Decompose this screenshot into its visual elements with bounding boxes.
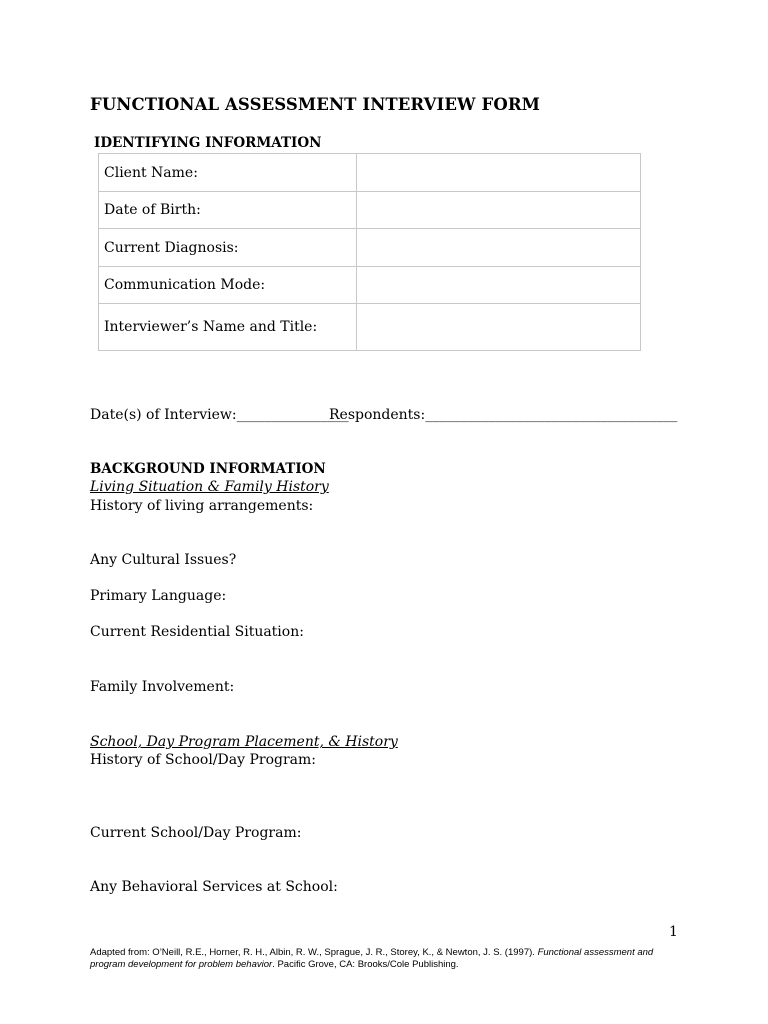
behavioral-services-label: Any Behavioral Services at School: xyxy=(90,879,338,895)
school-history-label: History of School/Day Program: xyxy=(90,752,317,768)
form-title: FUNCTIONAL ASSESSMENT INTERVIEW FORM xyxy=(90,95,540,114)
page-number: 1 xyxy=(669,924,678,940)
interview-dates-field[interactable]: Date(s) of Interview:________________ xyxy=(90,407,349,423)
school-subheading: School, Day Program Placement, & History xyxy=(90,734,398,750)
citation-suffix: . Pacific Grove, CA: Brooks/Cole Publishing. xyxy=(272,959,459,970)
primary-language-label: Primary Language: xyxy=(90,588,227,604)
interviewer-name-label: Interviewer’s Name and Title: xyxy=(99,304,357,351)
current-diagnosis-field[interactable] xyxy=(357,229,641,267)
date-of-birth-label: Date of Birth: xyxy=(99,192,357,229)
table-row xyxy=(99,267,641,304)
table-row xyxy=(99,229,641,267)
identifying-heading: IDENTIFYING INFORMATION xyxy=(94,135,322,151)
communication-mode-label: Communication Mode: xyxy=(99,267,357,304)
residential-situation-label: Current Residential Situation: xyxy=(90,624,304,640)
cultural-issues-label: Any Cultural Issues? xyxy=(90,552,237,568)
table-row xyxy=(99,154,641,192)
living-history-label: History of living arrangements: xyxy=(90,498,314,514)
table-row xyxy=(99,304,641,351)
family-involvement-label: Family Involvement: xyxy=(90,679,235,695)
citation-prefix: Adapted from: O’Neill, R.E., Horner, R. H., Albin, R. W., Sprague, J. R., Storey, K., & Newton, J. S. (1997). xyxy=(90,947,538,958)
client-name-label: Client Name: xyxy=(99,154,357,192)
client-name-field[interactable] xyxy=(357,154,641,192)
identifying-table xyxy=(98,153,641,351)
current-diagnosis-label: Current Diagnosis: xyxy=(99,229,357,267)
respondents-field[interactable]: Respondents:____________________________________ xyxy=(329,407,678,423)
living-situation-subheading: Living Situation & Family History xyxy=(90,479,329,495)
background-heading: BACKGROUND INFORMATION xyxy=(90,461,326,477)
interviewer-name-field[interactable] xyxy=(357,304,641,351)
table-row xyxy=(99,192,641,229)
date-of-birth-field[interactable] xyxy=(357,192,641,229)
current-school-label: Current School/Day Program: xyxy=(90,825,302,841)
citation-title: Functional assessment and program development for problem behavior xyxy=(90,947,654,970)
citation-footer xyxy=(90,947,680,971)
communication-mode-field[interactable] xyxy=(357,267,641,304)
